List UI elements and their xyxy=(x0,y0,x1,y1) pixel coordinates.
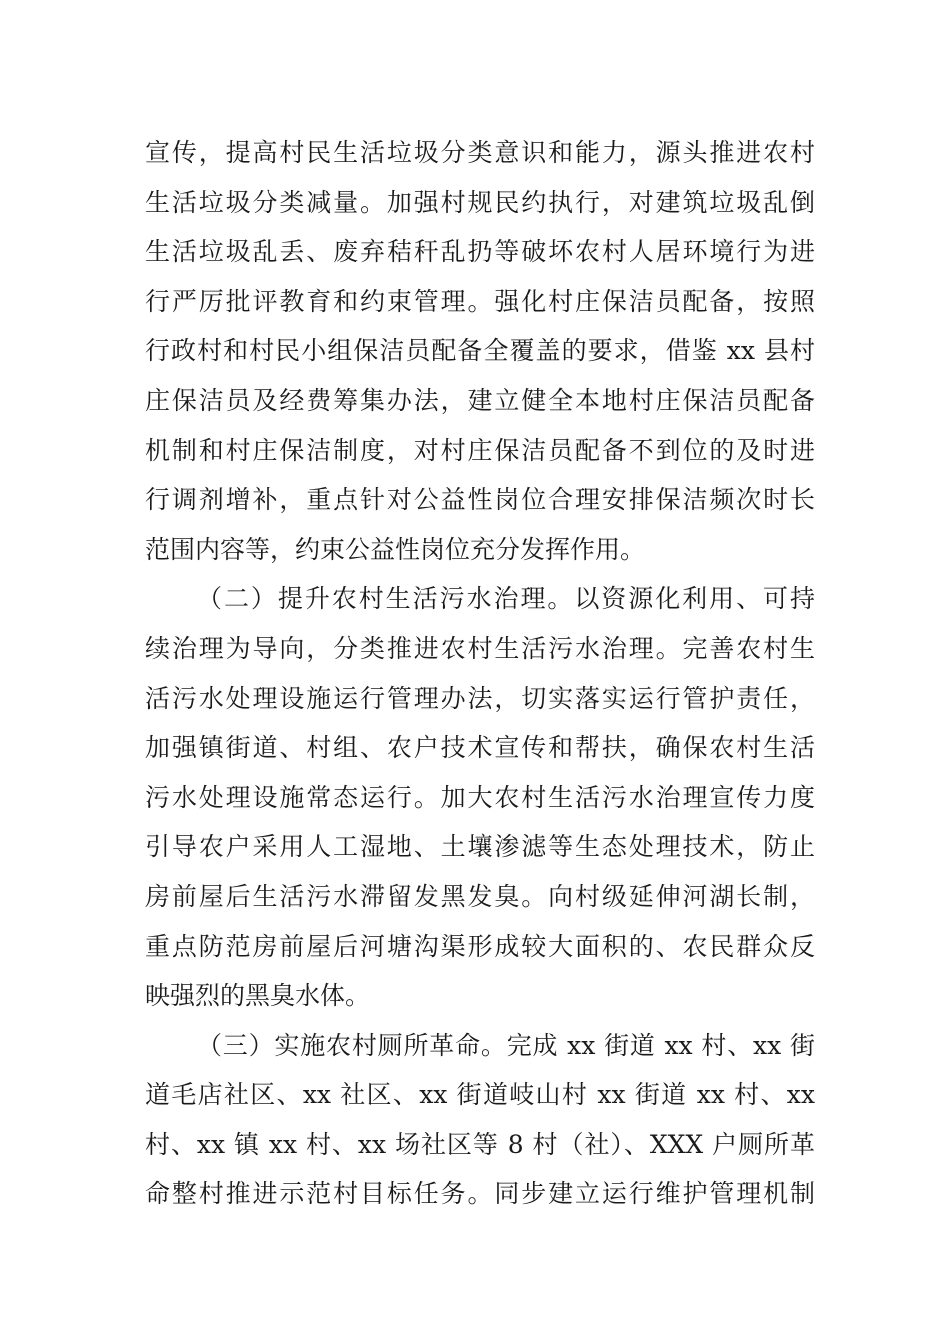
paragraph-line: 行调剂增补，重点针对公益性岗位合理安排保洁频次时长 xyxy=(145,485,815,515)
paragraph-line: 污水处理设施常态运行。加大农村生活污水治理宣传力度 xyxy=(145,782,815,812)
paragraph-line: 行政村和村民小组保洁员配备全覆盖的要求，借鉴 xx 县村 xyxy=(145,336,815,366)
paragraph-line: 引导农户采用人工湿地、土壤渗滤等生态处理技术，防止 xyxy=(145,832,815,862)
paragraph-line: 机制和村庄保洁制度，对村庄保洁员配备不到位的及时进 xyxy=(145,435,815,465)
paragraph-line: 行严厉批评教育和约束管理。强化村庄保洁员配备，按照 xyxy=(145,286,815,316)
paragraph-line: 加强镇街道、村组、农户技术宣传和帮扶，确保农村生活 xyxy=(145,733,815,763)
paragraph-line: 范围内容等，约束公益性岗位充分发挥作用。 xyxy=(145,534,646,564)
paragraph-line: 村、xx 镇 xx 村、xx 场社区等 8 村（社）、XXX 户厕所革 xyxy=(145,1129,815,1159)
paragraph-line: 宣传，提高村民生活垃圾分类意识和能力，源头推进农村 xyxy=(145,138,815,167)
section-heading-line: （二）提升农村生活污水治理。以资源化利用、可持 xyxy=(197,584,815,614)
paragraph-line: 重点防范房前屋后河塘沟渠形成较大面积的、农民群众反 xyxy=(145,931,815,961)
paragraph-line: 映强烈的黑臭水体。 xyxy=(145,981,371,1011)
paragraph-line: 房前屋后生活污水滞留发黑发臭。向村级延伸河湖长制， xyxy=(145,881,815,911)
paragraph-line: 命整村推进示范村目标任务。同步建立运行维护管理机制 xyxy=(145,1179,815,1209)
paragraph-line: 庄保洁员及经费筹集办法，建立健全本地村庄保洁员配备 xyxy=(145,385,815,415)
section-heading-line: （三）实施农村厕所革命。完成 xx 街道 xx 村、xx 街 xyxy=(197,1030,815,1060)
paragraph-line: 道毛店社区、xx 社区、xx 街道岐山村 xx 街道 xx 村、xx xyxy=(145,1080,815,1110)
paragraph-line: 生活垃圾乱丢、废弃秸秆乱扔等破坏农村人居环境行为进 xyxy=(145,237,815,267)
paragraph-line: 续治理为导向，分类推进农村生活污水治理。完善农村生 xyxy=(145,633,815,663)
paragraph-line: 生活垃圾分类减量。加强村规民约执行，对建筑垃圾乱倒 xyxy=(145,187,815,217)
paragraph-line: 活污水处理设施运行管理办法，切实落实运行管护责任， xyxy=(145,683,815,713)
document-body xyxy=(145,128,815,1219)
